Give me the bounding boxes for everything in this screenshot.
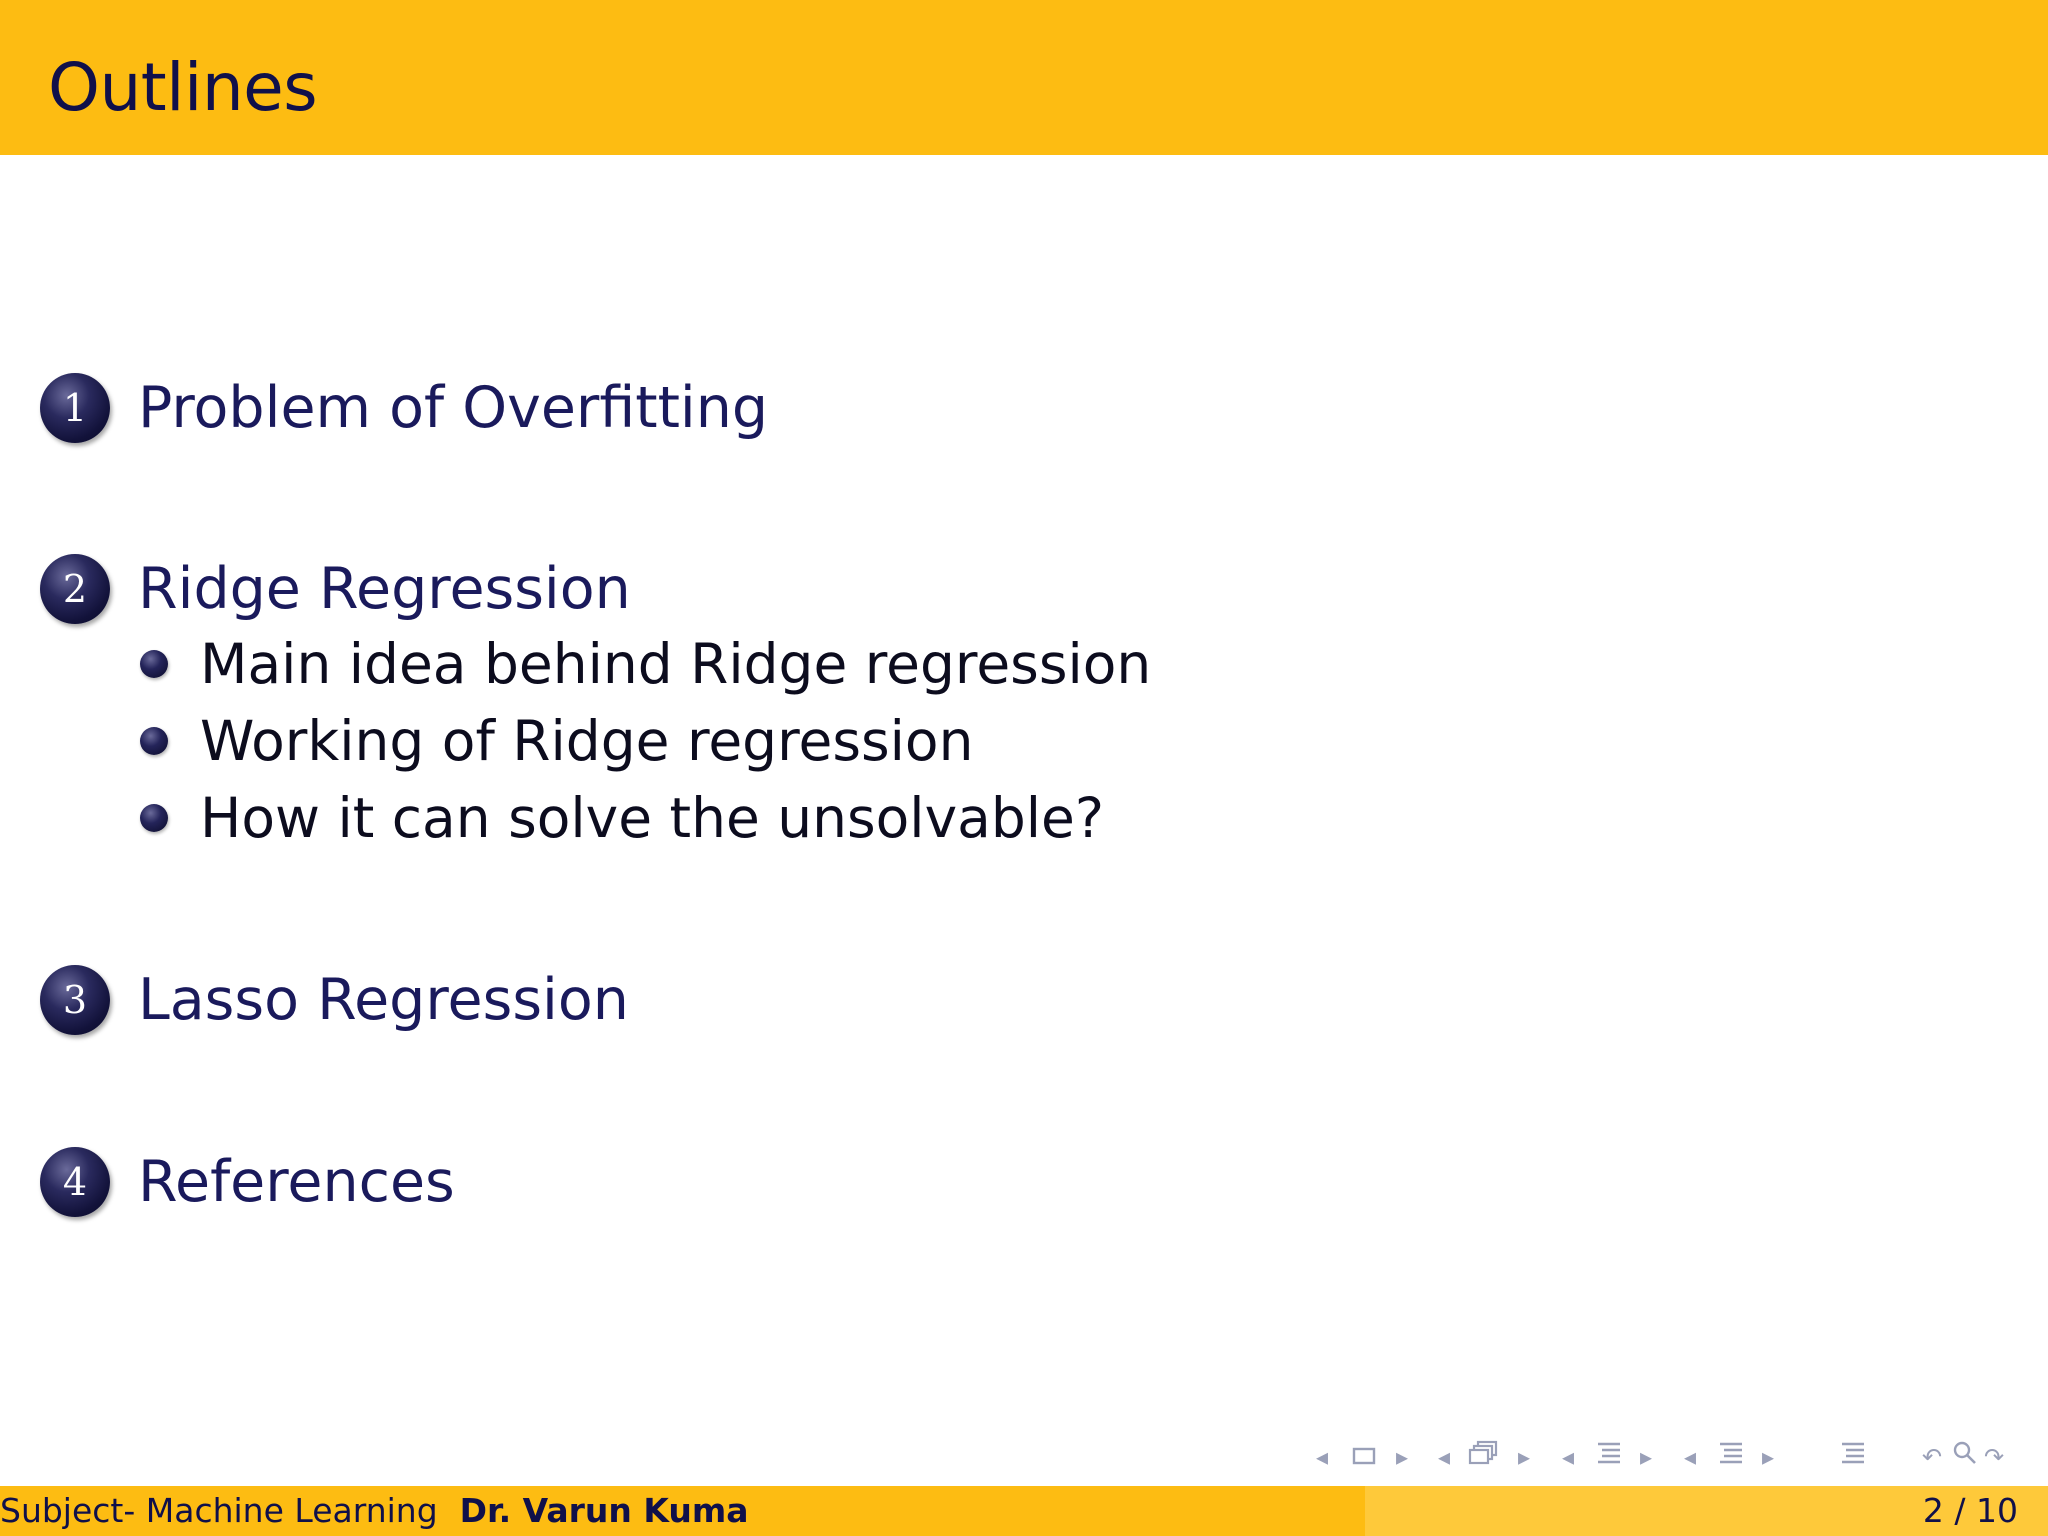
page-number: 2 / 10: [1922, 1491, 2018, 1530]
frame-icon[interactable]: [1352, 1440, 1376, 1474]
section-number-ball: 1: [40, 373, 110, 443]
section-item-1[interactable]: [40, 373, 768, 443]
subsection-item[interactable]: [140, 786, 1104, 850]
arrow-left-icon[interactable]: ◂: [1438, 1443, 1451, 1471]
section-label: Lasso Regression: [138, 967, 629, 1033]
section-item-3[interactable]: [40, 965, 629, 1035]
beamer-navigation-bar: [1300, 1440, 2020, 1474]
section-label: Problem of Overfitting: [138, 375, 769, 441]
arrow-left-icon[interactable]: ◂: [1316, 1443, 1329, 1471]
arrow-right-icon[interactable]: ▸: [1640, 1443, 1653, 1471]
subsection-label: Main idea behind Ridge regression: [200, 632, 1152, 696]
subsection-label: How it can solve the unsolvable?: [200, 786, 1105, 850]
footer-author: Dr. Varun Kuma: [459, 1491, 749, 1530]
footer-subject: Subject- Machine Learning: [0, 1491, 438, 1530]
search-icon[interactable]: [1952, 1440, 1978, 1475]
arrow-left-icon[interactable]: ◂: [1562, 1443, 1575, 1471]
toc-icon[interactable]: [1840, 1440, 1866, 1475]
header-bar: [0, 0, 2048, 155]
bullet-icon: [140, 727, 168, 755]
subsection-label: Working of Ridge regression: [200, 709, 974, 773]
slide-title: Outlines: [48, 49, 318, 126]
section-number-ball: 2: [40, 554, 110, 624]
section-label: References: [138, 1149, 455, 1215]
subsection-item[interactable]: [140, 632, 1151, 696]
subsection-icon[interactable]: [1718, 1440, 1744, 1475]
subsection-item[interactable]: [140, 709, 973, 773]
bullet-icon: [140, 650, 168, 678]
arrow-right-icon[interactable]: ▸: [1762, 1443, 1775, 1471]
subsection-icon[interactable]: [1468, 1440, 1500, 1477]
bullet-icon: [140, 804, 168, 832]
section-item-4[interactable]: [40, 1147, 455, 1217]
arrow-right-icon[interactable]: ▸: [1518, 1443, 1531, 1471]
redo-icon[interactable]: ↷: [1984, 1443, 2005, 1471]
section-item-2[interactable]: [40, 554, 631, 624]
section-number-ball: 3: [40, 965, 110, 1035]
section-label: Ridge Regression: [138, 556, 631, 622]
section-number-ball: 4: [40, 1147, 110, 1217]
footer-info: [0, 1486, 749, 1536]
arrow-left-icon[interactable]: ◂: [1684, 1443, 1697, 1471]
arrow-right-icon[interactable]: ▸: [1396, 1443, 1409, 1471]
undo-icon[interactable]: ↶: [1922, 1443, 1943, 1471]
section-icon[interactable]: [1596, 1440, 1622, 1475]
